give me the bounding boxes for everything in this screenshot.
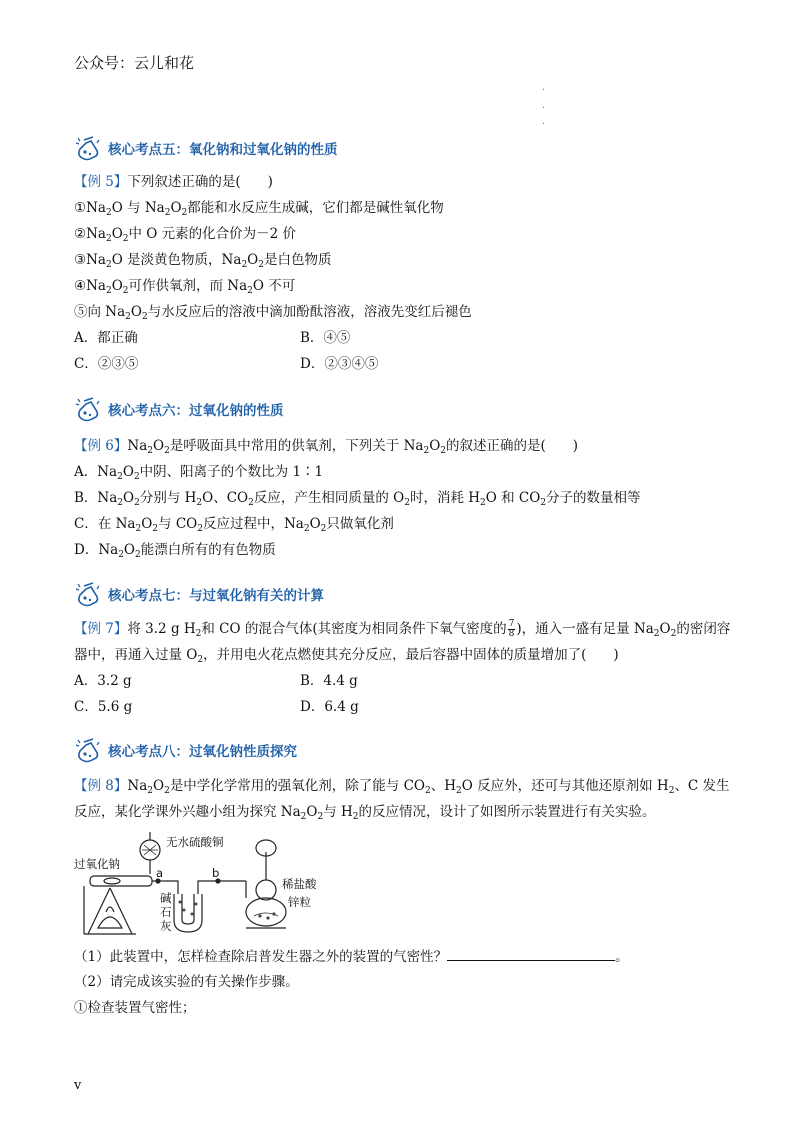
text: O [123, 542, 135, 558]
ex5-stem [74, 173, 273, 191]
text: 反应过程中，Na [202, 516, 304, 532]
subscript: 2 [117, 498, 124, 508]
ex6-option-b[interactable] [74, 489, 641, 507]
subscript: 2 [320, 524, 327, 534]
subscript: 2 [440, 446, 447, 456]
ex6-stem [74, 437, 578, 455]
text: 能漂白所有的有色物质 [140, 542, 276, 558]
label-na2o2: 过氧化钠 [74, 857, 120, 871]
ex-tag: 【例 7】 [74, 621, 128, 637]
text: O 反应外，还可与其他还原剂如 H [461, 778, 669, 794]
label-valve-a: a [156, 866, 164, 880]
text: 将 3.2 g H [127, 621, 196, 637]
text: 。 [615, 949, 629, 965]
text: O [659, 621, 671, 637]
subscript: 2 [164, 446, 170, 456]
text: ，并用电火花点燃使其充分反应，最后容器中固体的质量增加了( ) [203, 647, 619, 663]
text: 反应，某化学课外兴趣小组为探究 Na [74, 804, 301, 820]
footer-text: v [74, 1078, 82, 1093]
ex8-question-1 [74, 947, 629, 966]
subscript: 2 [147, 446, 153, 456]
subscript: 2 [425, 786, 431, 796]
text: C．在 Na [74, 516, 136, 532]
text: 只做氧化剂 [326, 516, 394, 532]
text: 中 O 元素的化合价为－2 价 [128, 226, 297, 242]
ex5-statement-3 [74, 251, 331, 269]
subscript: 2 [181, 208, 188, 218]
label-soda-lime-1: 碱 [160, 891, 172, 905]
answer-blank[interactable] [447, 947, 615, 961]
text: O [122, 464, 134, 480]
subscript: 2 [247, 286, 253, 296]
text: （1）此装置中，怎样检查除启普发生器之外的装置的气密性？ [74, 949, 448, 965]
subscript: 2 [122, 286, 129, 296]
ex-tag: 【例 8】 [74, 778, 128, 794]
text: 与 CO [158, 516, 198, 532]
text: 反应，产生相同质量的 O [253, 490, 405, 506]
text: 是白色物质 [263, 252, 332, 268]
text: O [153, 778, 165, 794]
text: ②Na [74, 226, 106, 242]
text: O [306, 804, 318, 820]
dot-2: . [542, 100, 546, 111]
ex7-option-d[interactable]: D．6.4 g [300, 699, 359, 715]
subscript: 2 [122, 234, 129, 244]
label-soda-lime-2: 石 [160, 905, 172, 919]
text: ③Na [74, 252, 106, 268]
text: O 与 Na [111, 200, 165, 216]
section-title: 核心考点七：与过氧化钠有关的计算 [108, 588, 324, 604]
text: 的密闭容 [676, 621, 731, 637]
ex8-question-2: （2）请完成该实验的有关操作步骤。 [74, 974, 299, 990]
subscript: 2 [540, 498, 547, 508]
subscript: 2 [195, 629, 202, 639]
subscript: 2 [147, 786, 153, 796]
ex7-stem-line-2 [74, 646, 619, 664]
text: 中阴、阳离子的个数比为 1∶1 [139, 464, 324, 480]
text: O [130, 304, 142, 320]
ex5-option-c[interactable]: C．②③⑤ [74, 356, 139, 372]
section-title: 核心考点八：过氧化钠性质探究 [108, 744, 297, 760]
subscript: 2 [125, 312, 131, 322]
subscript: 2 [480, 498, 486, 508]
ex8-stem-line-1 [74, 777, 730, 795]
text: O 是淡黄色物质，Na [111, 252, 242, 268]
subscript: 2 [164, 786, 170, 796]
text: ①Na [74, 200, 106, 216]
text: 的反应情况，设计了如图所示装置进行有关实验。 [358, 804, 656, 820]
ex7-stem-line-1 [74, 620, 730, 639]
subscript: 2 [105, 208, 112, 218]
subscript: 2 [317, 812, 324, 822]
ex7-option-a[interactable]: A．3.2 g [74, 673, 132, 689]
text: D．Na [74, 542, 119, 558]
subscript: 2 [258, 260, 264, 270]
subscript: 2 [133, 472, 140, 482]
subscript: 2 [135, 550, 141, 560]
text: O [123, 490, 135, 506]
ex8-stem-line-2 [74, 803, 656, 821]
text: ④Na [74, 278, 106, 294]
subscript: 2 [423, 446, 430, 456]
subscript: 2 [352, 812, 359, 822]
ex6-option-d[interactable] [74, 541, 276, 559]
subscript: 2 [196, 498, 203, 508]
header-text: 公众号：云儿和花 [74, 54, 195, 72]
text: 可作供氧剂，而 Na [128, 278, 248, 294]
text: 分子的数量相等 [546, 490, 641, 506]
text: 与水反应后的溶液中滴加酚酞溶液，溶液先变红后褪色 [147, 304, 472, 320]
text: 、C 发生 [674, 778, 730, 794]
text: O [429, 438, 441, 454]
apparatus-diagram [70, 828, 390, 940]
text: O 和 CO [485, 490, 541, 506]
text: O [141, 516, 153, 532]
subscript: 2 [668, 786, 675, 796]
label-dilute-hcl: 稀盐酸 [282, 877, 317, 891]
text: B．Na [74, 490, 118, 506]
label-soda-lime-3: 灰 [160, 919, 172, 933]
section-title: 核心考点六：过氧化钠的性质 [108, 403, 284, 419]
text: O [111, 278, 123, 294]
subscript: 2 [105, 234, 112, 244]
subscript: 2 [670, 629, 677, 639]
subscript: 2 [105, 286, 112, 296]
text: O [111, 226, 123, 242]
text: 都能和水反应生成碱，它们都是碱性氧化物 [187, 200, 444, 216]
ex5-option-b[interactable]: B．④⑤ [300, 330, 351, 346]
ex-tag: 【例 6】 [74, 438, 128, 454]
fraction [508, 620, 516, 639]
subscript: 2 [135, 524, 142, 534]
subscript: 2 [404, 498, 410, 508]
text: 是呼吸面具中常用的供氧剂，下列关于 Na [169, 438, 424, 454]
text: A．Na [74, 464, 118, 480]
text: 和 CO 的混合气体(其密度为相同条件下氧气密度的 [201, 621, 507, 637]
text: ⑤向 Na [74, 304, 126, 320]
section-header-7 [74, 580, 324, 608]
dot-3: . [542, 116, 546, 127]
ex8-step-1: ①检查装置气密性； [74, 1000, 196, 1016]
section-title: 核心考点五：氧化钠和过氧化钠的性质 [108, 142, 338, 158]
text: O [153, 438, 165, 454]
subscript: 2 [248, 498, 254, 508]
ex6-option-c[interactable] [74, 515, 394, 533]
subscript: 2 [152, 524, 159, 534]
subscript: 2 [141, 312, 148, 322]
section-header-8 [74, 736, 297, 764]
label-valve-b: b [212, 866, 220, 880]
text: O、CO [202, 490, 249, 506]
flask-icon [74, 135, 102, 161]
subscript: 2 [118, 550, 124, 560]
text: 分别与 H [139, 490, 197, 506]
subscript: 2 [300, 812, 307, 822]
label-cuso4: 无水硫酸铜 [166, 835, 224, 849]
dot-1: . [542, 82, 546, 93]
text: Na [127, 438, 148, 454]
text: )，通入一盛有足量 Na [516, 621, 654, 637]
text: 、H [430, 778, 457, 794]
ex5-statement-2 [74, 225, 296, 243]
flask-icon [74, 396, 102, 422]
text: 时，消耗 H [409, 490, 481, 506]
text: 与 H [323, 804, 353, 820]
text: O [170, 200, 182, 216]
ex-tag: 【例 5】 [74, 174, 128, 190]
section-header-6 [74, 395, 284, 423]
subscript: 2 [197, 524, 203, 534]
text: 下列叙述正确的是( ) [127, 174, 273, 190]
ex6-option-a[interactable] [74, 463, 323, 481]
subscript: 2 [134, 498, 140, 508]
subscript: 2 [105, 260, 112, 270]
subscript: 2 [303, 524, 310, 534]
text: Na [127, 778, 148, 794]
ex5-option-d[interactable]: D．②③④⑤ [300, 356, 379, 372]
fraction-numerator: 7 [508, 619, 515, 629]
subscript: 2 [117, 472, 123, 482]
text: 的叙述正确的是( ) [446, 438, 579, 454]
fraction-denominator: 8 [508, 629, 515, 639]
flask-icon [74, 737, 102, 763]
apparatus-drawing [70, 828, 390, 940]
ex5-option-a[interactable]: A．都正确 [74, 330, 138, 346]
text: O [309, 516, 321, 532]
subscript: 2 [197, 655, 204, 665]
text: O [247, 252, 259, 268]
ex5-statement-5 [74, 303, 472, 321]
text: 器中，再通入过量 O [74, 647, 198, 663]
flask-icon [74, 581, 102, 607]
section-header-5 [74, 134, 338, 162]
text: 是中学化学常用的强氧化剂，除了能与 CO [169, 778, 426, 794]
label-zinc-granules: 锌粒 [288, 895, 311, 909]
subscript: 2 [164, 208, 171, 218]
subscript: 2 [241, 260, 248, 270]
ex5-statement-1 [74, 199, 444, 217]
text: O 不可 [252, 278, 296, 294]
subscript: 2 [653, 629, 660, 639]
subscript: 2 [456, 786, 462, 796]
ex5-statement-4 [74, 277, 295, 295]
ex7-option-c[interactable]: C．5.6 g [74, 699, 133, 715]
ex7-option-b[interactable]: B．4.4 g [300, 673, 358, 689]
